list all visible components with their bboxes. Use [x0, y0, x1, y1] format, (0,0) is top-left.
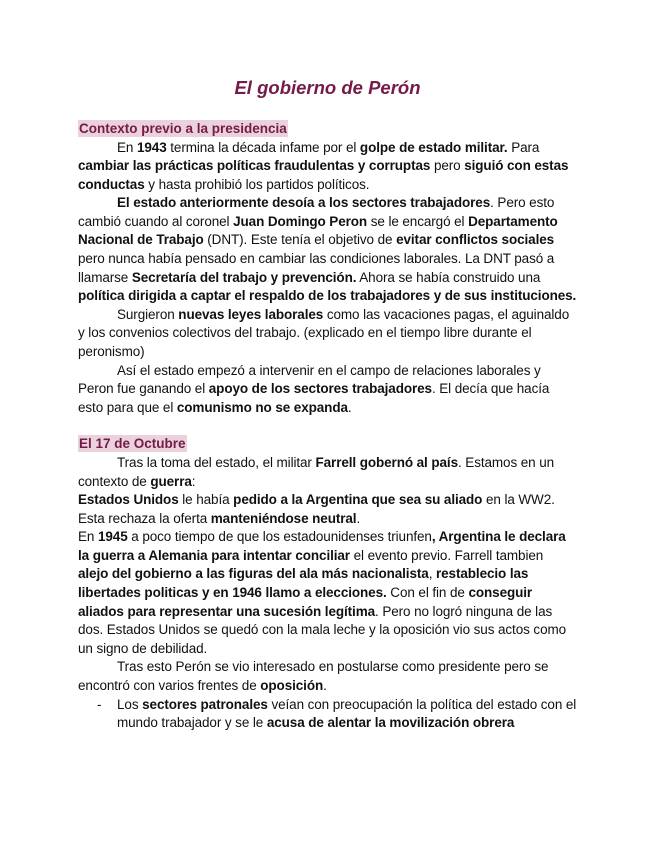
- bold-text-run: nuevas leyes laborales: [178, 306, 324, 322]
- text-run: como las vacaciones pagas, el aguinaldo y los convenios colectivos del trabajo. (explicado en el tiempo libre durante el peronismo): [78, 306, 570, 360]
- text-run: y hasta prohibió los partidos políticos.: [144, 176, 370, 192]
- bold-text-run: siguió con estas conductas: [78, 158, 569, 192]
- text-run: .: [323, 678, 327, 694]
- paragraph: [78, 454, 577, 491]
- text-run: Así el estado empezó a intervenir en el campo de relaciones laborales y Peron fue ganando el: [78, 362, 541, 397]
- section-heading-17-octubre: El 17 de Octubre: [79, 436, 186, 452]
- bold-text-run: Secretaría del trabajo y prevención.: [131, 269, 357, 285]
- text-run: pero: [430, 158, 465, 174]
- text-run: veían con preocupación la política del estado con el mundo trabajador y se le: [117, 696, 577, 731]
- text-run: Surgieron: [117, 306, 179, 322]
- bullet-list: [78, 696, 577, 733]
- paragraph: [78, 658, 577, 695]
- bold-text-run: , Argentina le declara la guerra a Alemania para intentar conciliar: [78, 529, 566, 563]
- text-run: Ahora se había construido una: [356, 269, 541, 285]
- text-run: Con el fin de: [386, 585, 469, 601]
- text-run: le había: [178, 492, 234, 508]
- bold-text-run: golpe de estado militar.: [359, 139, 508, 155]
- bold-text-run: conseguir aliados para representar una sucesión legítima: [78, 585, 533, 619]
- text-run: a poco tiempo de que los estadounidenses triunfen: [127, 529, 432, 545]
- text-run: . El decía que hacía esto para que el: [78, 381, 550, 415]
- bold-text-run: cambiar las prácticas políticas fraudulentas y corruptas: [78, 158, 431, 174]
- section-heading-contexto: Contexto previo a la presidencia: [79, 121, 287, 136]
- text-run: pero nunca había pensado en cambiar las condiciones laborales. La DNT pasó a llamarse: [78, 251, 555, 285]
- paragraph: [78, 491, 577, 528]
- bold-text-run: restablecio las libertades politicas y en 1946 llamo a elecciones.: [78, 566, 529, 601]
- bold-text-run: manteniéndose neutral: [210, 510, 357, 526]
- text-run: se le encargó el: [367, 213, 469, 229]
- text-run: Tras la toma del estado, el militar: [117, 454, 316, 470]
- bold-text-run: pedido a la Argentina que sea su aliado: [233, 492, 483, 508]
- bold-text-run: 1943: [136, 139, 167, 155]
- text-run: (DNT). Este tenía el objetivo de: [203, 232, 397, 248]
- list-item: [97, 696, 577, 733]
- text-run: el evento previo. Farrell tambien: [349, 547, 544, 563]
- dash-bullet: -: [97, 696, 102, 712]
- bold-text-run: apoyo de los sectores trabajadores: [208, 381, 432, 397]
- bold-text-run: política dirigida a captar el respaldo de los trabajadores y de sus instituciones.: [78, 288, 577, 304]
- text-run: .: [347, 399, 352, 415]
- text-run: . Pero esto cambió cuando al coronel: [78, 195, 555, 229]
- bold-text-run: Farrell gobernó al país: [315, 454, 458, 470]
- bold-text-run: El estado anteriormente desoía a los sectores trabajadores: [117, 195, 491, 211]
- bold-text-run: Estados Unidos: [78, 492, 179, 508]
- bold-text-run: alejo del gobierno a las figuras del ala más nacionalista: [78, 566, 429, 582]
- paragraph: [78, 362, 577, 418]
- text-run: . Pero no logró ninguna de las dos. Estados Unidos se quedó con la mala leche y la oposición vio sus actos como un signo de debilidad.: [78, 603, 567, 656]
- text-run: en la WW2. Esta rechaza la oferta: [78, 492, 555, 526]
- text-run: En: [117, 139, 137, 155]
- bold-text-run: guerra: [150, 473, 192, 489]
- bold-text-run: comunismo no se expanda: [176, 399, 348, 415]
- section-heading-wrap: [78, 120, 577, 139]
- text-run: termina la década infame por el: [166, 139, 360, 155]
- text-run: Los: [117, 696, 143, 712]
- bold-text-run: 1945: [97, 529, 128, 545]
- bold-text-run: oposición: [260, 678, 324, 694]
- paragraph: [78, 139, 577, 195]
- paragraph: [78, 306, 577, 362]
- document-title: El gobierno de Perón: [234, 77, 421, 98]
- paragraph: [78, 528, 577, 658]
- bold-text-run: sectores patronales: [142, 696, 268, 712]
- bold-text-run: acusa de alentar la movilización obrera: [266, 715, 515, 731]
- text-run: :: [191, 473, 196, 489]
- text-run: En: [78, 529, 98, 545]
- text-run: ,: [428, 566, 436, 582]
- bold-text-run: evitar conflictos sociales: [396, 232, 555, 248]
- text-run: .: [356, 510, 361, 526]
- bold-text-run: Juan Domingo Peron: [233, 213, 368, 229]
- text-run: Para: [507, 139, 540, 155]
- bold-text-run: Departamento Nacional de Trabajo: [78, 213, 558, 248]
- section-heading-wrap: [78, 435, 577, 454]
- paragraph: [78, 194, 577, 306]
- text-run: . Estamos en un contexto de: [78, 454, 555, 489]
- text-run: Tras esto Perón se vio interesado en postularse como presidente pero se encontró con varios frentes de: [78, 659, 549, 694]
- list-item-text: [117, 697, 576, 731]
